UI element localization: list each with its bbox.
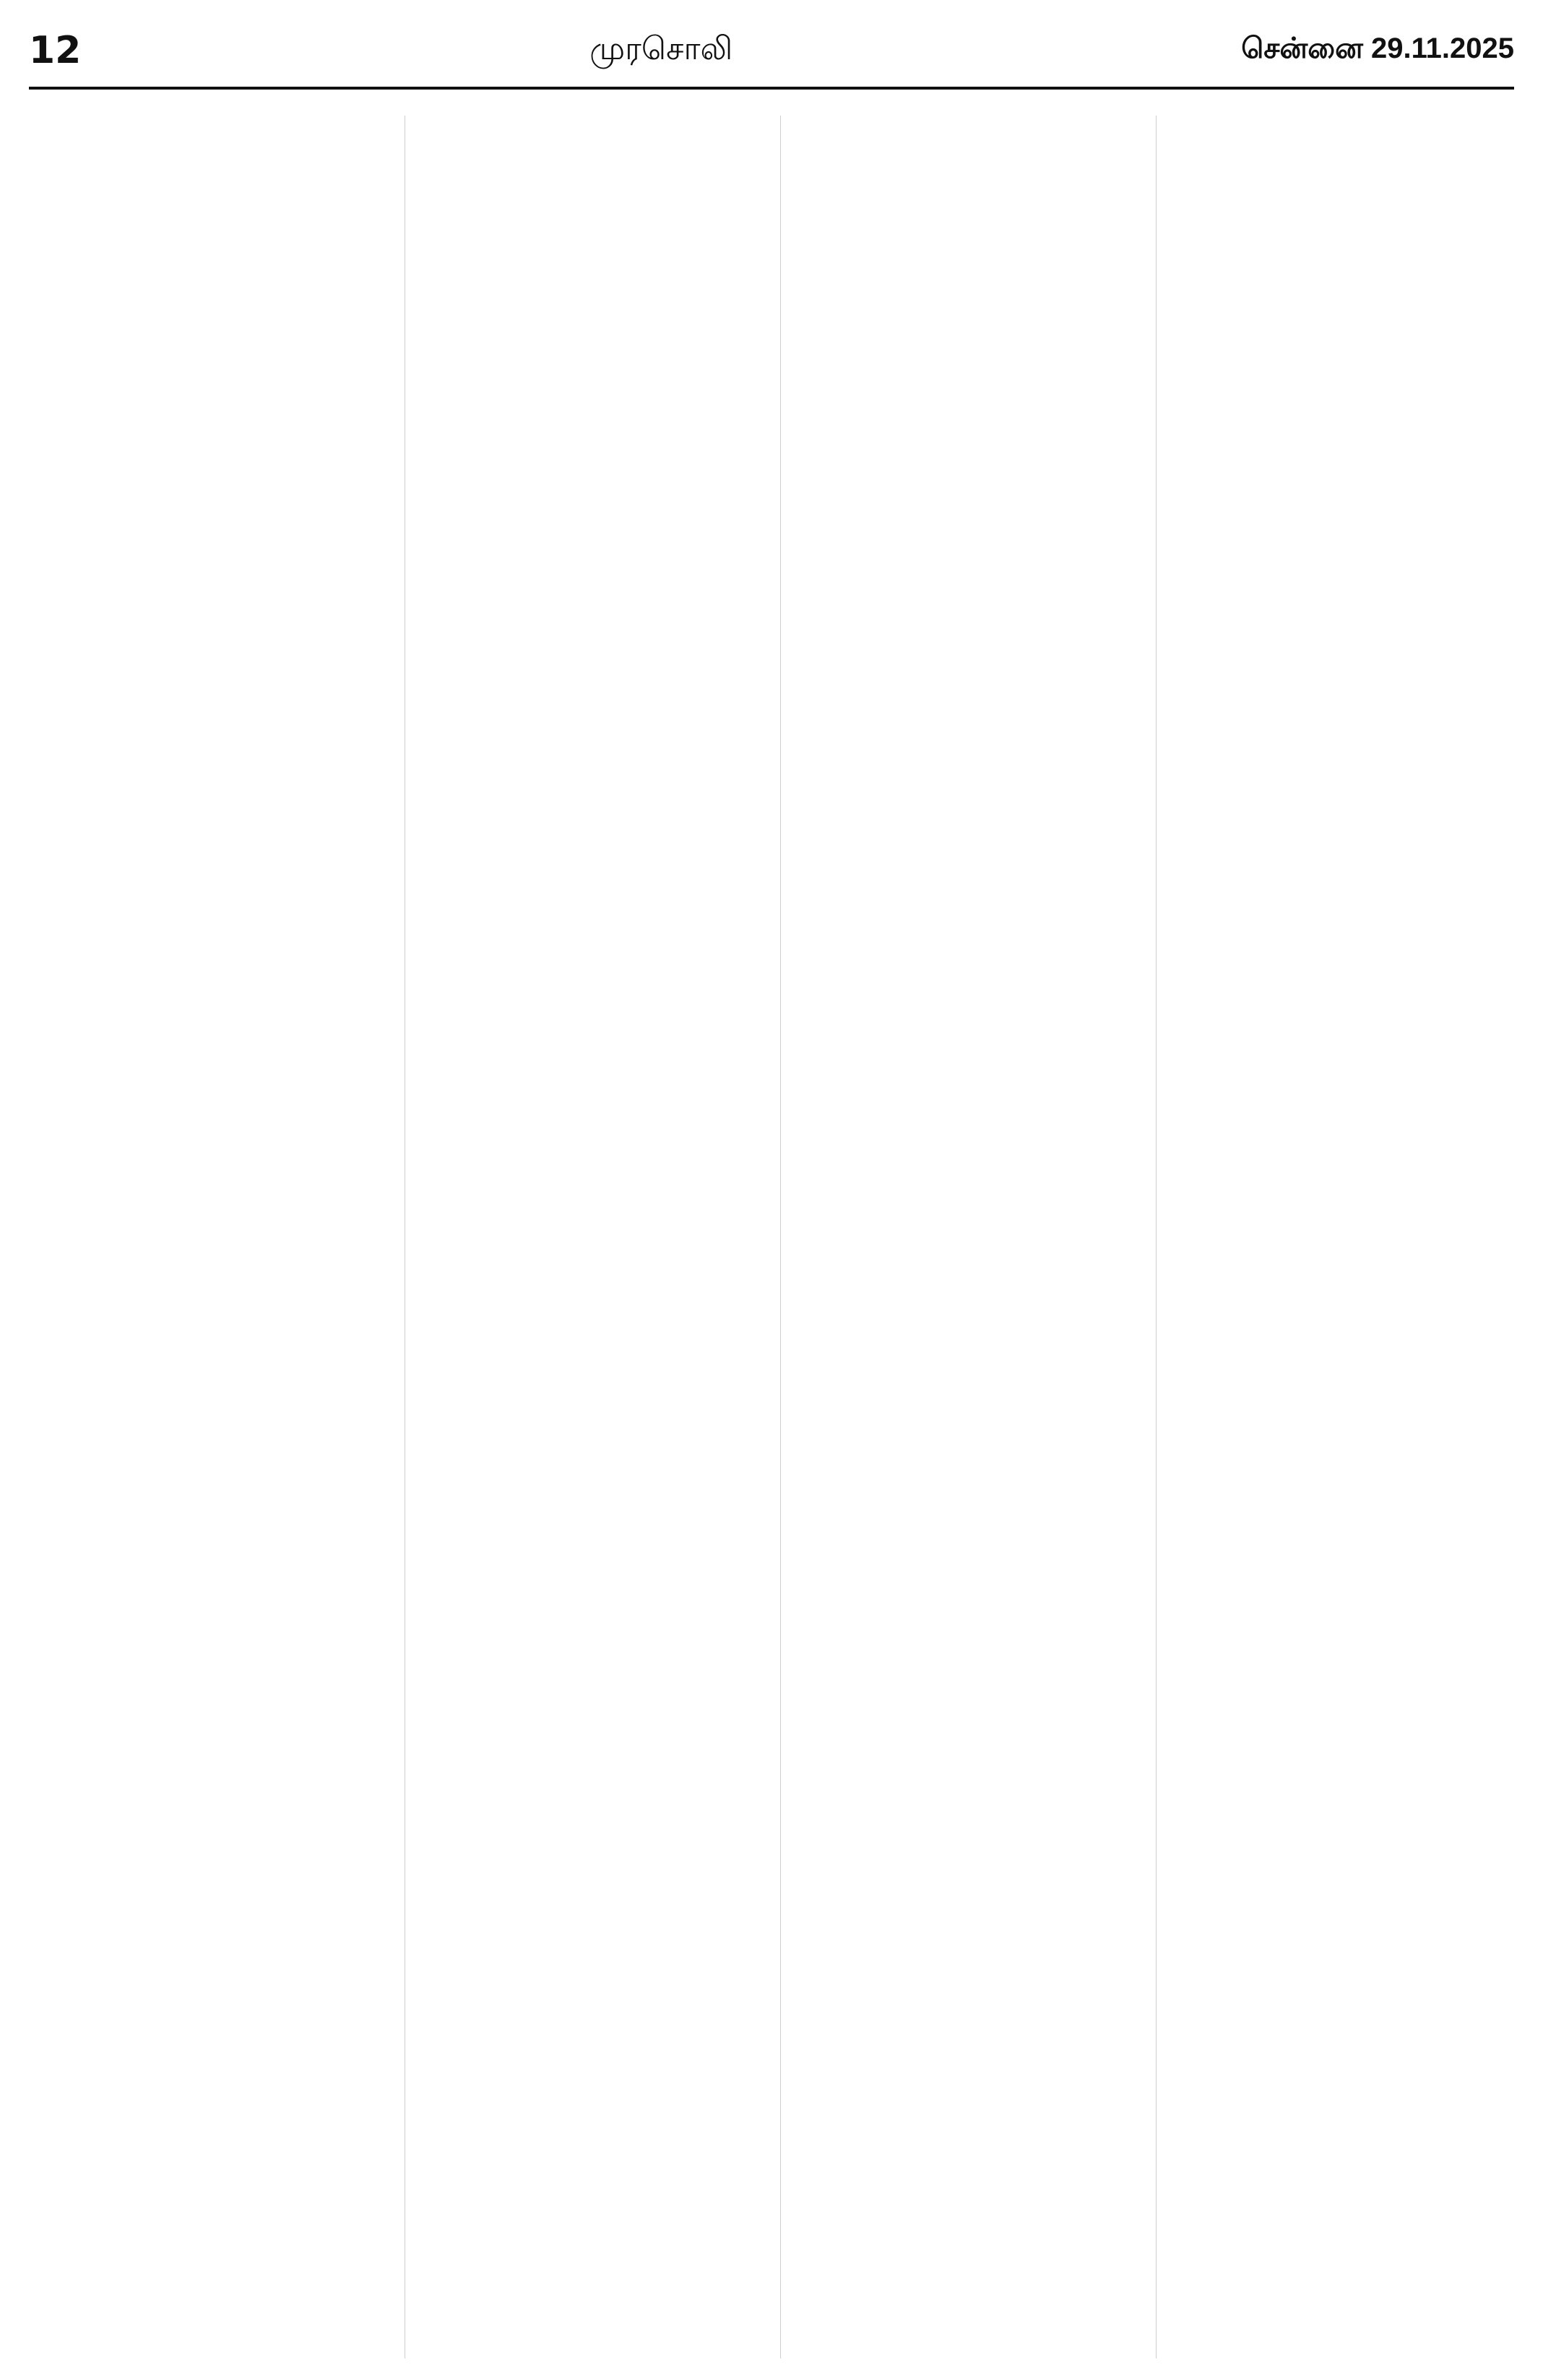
branch-notice (1165, 116, 1514, 140)
branch-title (790, 150, 1138, 175)
article-columns (29, 116, 1514, 2358)
edition-date: சென்னை 29.11.2025 (1241, 33, 1514, 64)
branch-notice (414, 185, 763, 209)
branch-notice (29, 185, 387, 209)
column-2 (405, 116, 763, 2358)
page-number: 12 (29, 29, 82, 72)
branch-title (414, 185, 763, 209)
branch-notice (414, 116, 763, 140)
branch-title (1165, 185, 1514, 209)
branch-notice (790, 150, 1138, 175)
branch-notice (1165, 185, 1514, 209)
branch-notice (1165, 150, 1514, 175)
branch-notice (29, 116, 387, 140)
branch-title (1165, 116, 1514, 140)
branch-title (29, 185, 387, 209)
branch-title (29, 150, 387, 175)
branch-title (29, 116, 387, 140)
branch-title (414, 150, 763, 175)
branch-notice (414, 150, 763, 175)
newspaper-title: முரசொலி (589, 30, 733, 67)
branch-title (1165, 150, 1514, 175)
branch-notice (790, 116, 1138, 140)
column-4 (1156, 116, 1514, 2358)
column-1 (29, 116, 387, 2358)
branch-title (790, 116, 1138, 140)
masthead (29, 14, 1514, 90)
branch-notice (29, 150, 387, 175)
branch-title (414, 116, 763, 140)
column-3 (780, 116, 1138, 2358)
branch-notice (790, 185, 1138, 209)
branch-title (790, 185, 1138, 209)
